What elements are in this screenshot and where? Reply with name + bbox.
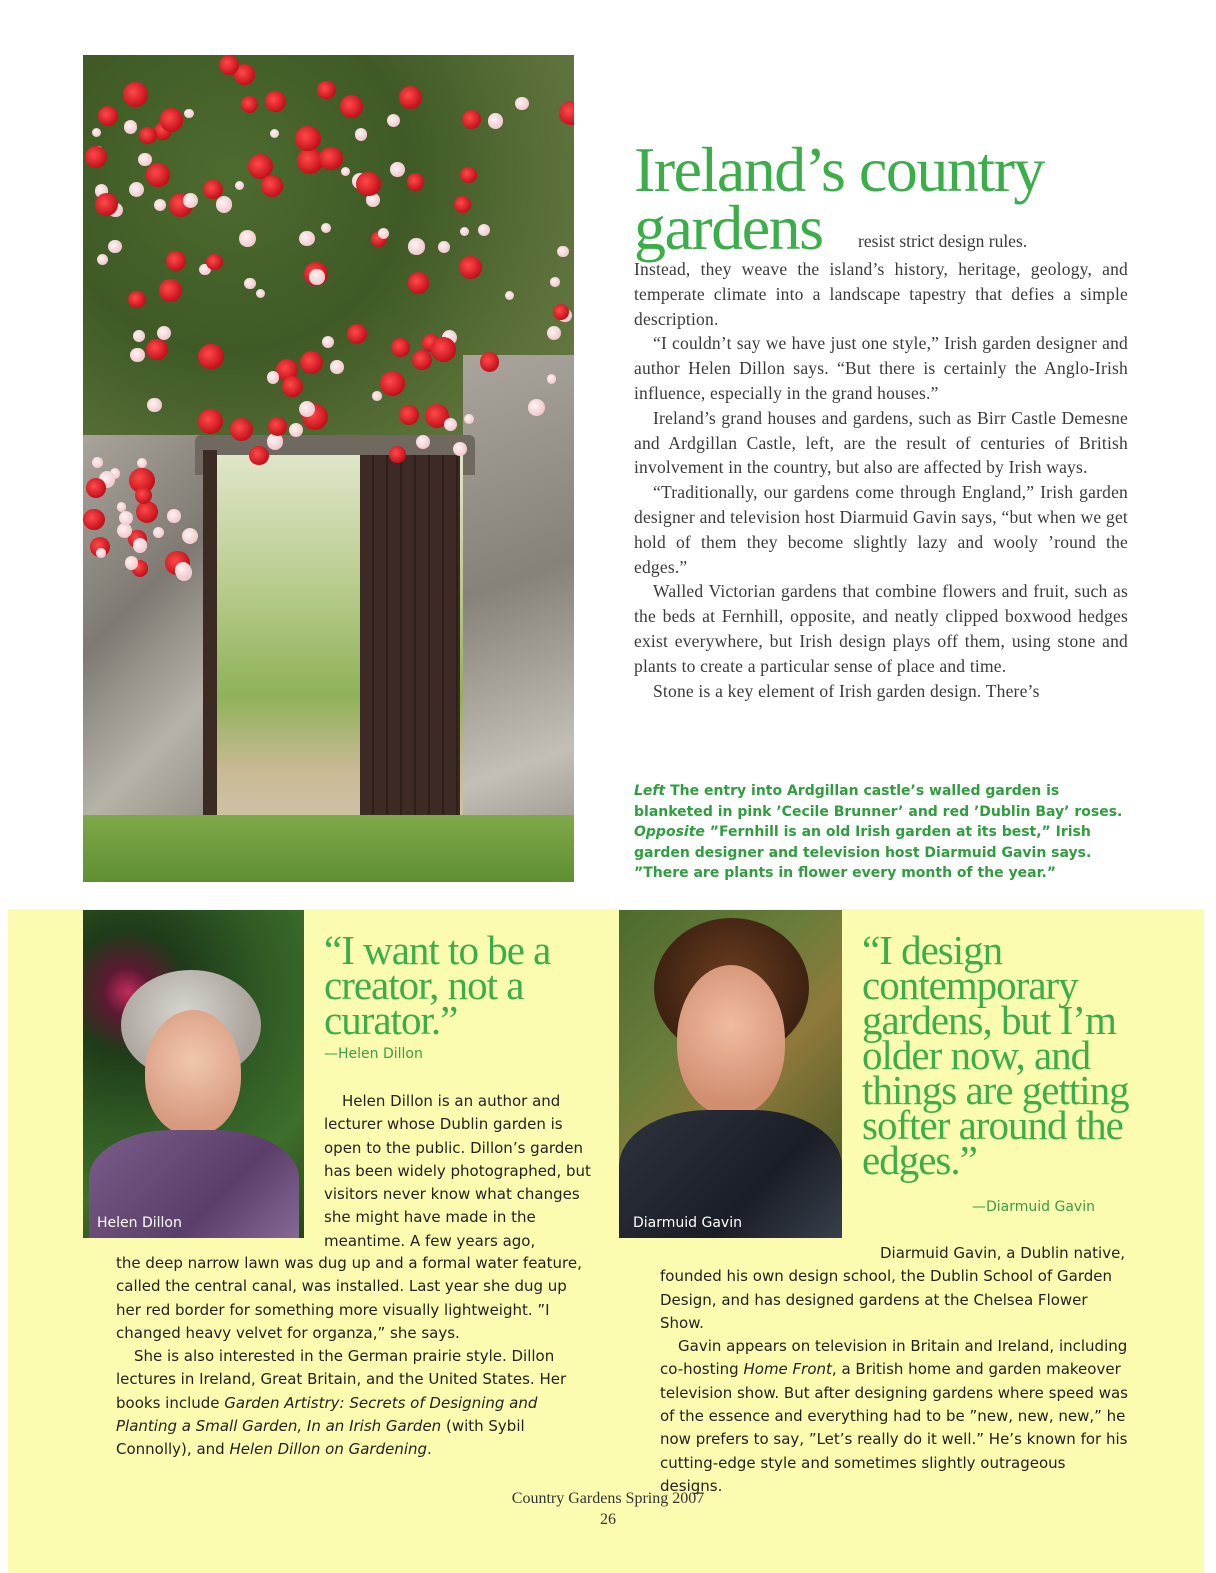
article-body <box>634 257 1128 703</box>
red-rose <box>146 163 169 186</box>
pink-rose <box>216 196 233 213</box>
pink-rose <box>341 167 350 176</box>
dillon-bio-intro <box>324 1090 594 1253</box>
pink-rose <box>557 246 568 257</box>
face <box>677 965 785 1115</box>
red-rose <box>300 351 324 375</box>
pink-rose <box>167 509 180 522</box>
door-frame <box>203 450 217 830</box>
pull-quote-dillon: “I want to be a creator, not a curator.” <box>324 927 551 1043</box>
dillon-book-title-2: Helen Dillon on Gardening <box>229 1440 428 1459</box>
page-number: 26 <box>600 1511 616 1528</box>
photo-caption <box>634 781 1134 884</box>
pink-rose <box>235 181 244 190</box>
pink-rose <box>133 538 148 553</box>
quote-attribution-gavin: —Diarmuid Gavin <box>972 1199 1095 1215</box>
pink-rose <box>117 523 132 538</box>
pink-rose <box>488 113 504 129</box>
lawn <box>83 815 574 882</box>
gavin-bio <box>660 1242 1130 1498</box>
red-rose <box>198 344 223 369</box>
red-rose <box>340 95 363 118</box>
pink-rose <box>309 269 324 284</box>
pink-rose <box>153 527 164 538</box>
dillon-bio-continued <box>116 1252 596 1462</box>
dillon-bio-p2 <box>116 1345 596 1461</box>
pink-rose <box>355 128 367 140</box>
red-rose <box>553 304 569 320</box>
intro-paragraph: Instead, they weave the island’s history, heritage, geology, and temperate climate into a landscape tapestry that defies a simple description. <box>634 259 1128 329</box>
caption-opposite-label: Opposite <box>634 824 705 840</box>
portrait-label-gavin: Diarmuid Gavin <box>633 1215 742 1231</box>
red-rose <box>261 175 283 197</box>
dillon-bio-book-mid: (with Sybil Connolly), and <box>116 1417 525 1459</box>
body-paragraph: Stone is a key element of Irish garden design. There’s <box>653 680 1040 701</box>
pink-rose <box>244 278 256 290</box>
pink-rose <box>108 240 121 253</box>
gavin-bio-p2-end: , a British home and garden makeover television show. But after designing gardens where speed was of the essence and everything had to be ”new, new, new,” he now prefers to say, ”Let’s really do it well.” He’s known for his cutting-edge style and sometimes slightly outrageous designs. <box>660 1360 1128 1495</box>
caption-opposite-text: ”Fernhill is an old Irish garden at its best,” Irish garden designer and television host Diarmuid Gavin says. ”There are plants in flower every month of the year.” <box>634 824 1092 881</box>
red-rose <box>408 272 429 293</box>
pull-quote-gavin: “I design contemporary gardens, but I’m older now, and things are getting softer around the edges.” <box>862 927 1129 1183</box>
red-rose <box>295 126 321 152</box>
red-rose <box>319 147 342 170</box>
red-rose <box>431 337 456 362</box>
article-headline-line2: gardens <box>634 192 823 263</box>
red-rose <box>399 405 419 425</box>
dillon-bio-p1-end: the deep narrow lawn was dug up and a formal water feature, called the central canal, was installed. Last year she dug up her red border for something more visually lightweight. ”I changed heavy velvet for organza,” she says. <box>116 1254 582 1342</box>
face <box>145 1010 241 1135</box>
pink-rose <box>267 433 284 450</box>
pink-rose <box>138 153 151 166</box>
pink-rose <box>321 223 331 233</box>
pink-rose <box>130 348 145 363</box>
dillon-bio-end: . <box>427 1440 432 1459</box>
gavin-bio-p2-start: Gavin appears on television in Britain and Ireland, including co-hosting <box>660 1337 1128 1379</box>
red-rose <box>98 106 118 126</box>
pink-rose <box>239 230 256 247</box>
footer-magazine-name: Country Gardens Spring 2007 <box>511 1490 705 1507</box>
red-rose <box>460 167 477 184</box>
pink-rose <box>119 511 133 525</box>
pink-rose <box>184 109 194 119</box>
pink-rose <box>92 457 103 468</box>
dillon-book-titles: Garden Artistry: Secrets of Designing and Planting a Small Garden, In an Irish Garden <box>116 1393 538 1436</box>
quote-attribution-dillon: —Helen Dillon <box>324 1046 423 1062</box>
portrait-label-dillon: Helen Dillon <box>97 1215 182 1231</box>
pink-rose <box>267 371 279 383</box>
red-rose <box>412 350 432 370</box>
red-rose <box>85 146 107 168</box>
red-rose <box>265 91 285 111</box>
gavin-bio-p1: Diarmuid Gavin, a Dublin native, founded his own design school, the Dublin School of Garden Design, and has designed gardens at the Chelsea Flower Show. <box>660 1244 1126 1332</box>
red-rose <box>166 251 186 271</box>
dillon-bio-p1-start: Helen Dillon is an author and lecturer whose Dublin garden is open to the public. Dillon’s garden has been widely photographed, but visitors never know what changes she might have made in the meantime. A few years ago, <box>324 1092 591 1250</box>
red-rose <box>389 446 406 463</box>
pink-rose <box>453 442 467 456</box>
pink-rose <box>182 528 198 544</box>
stone-wall-right <box>463 355 574 855</box>
gavin-bio-p2 <box>660 1335 1130 1498</box>
red-rose <box>198 409 223 434</box>
pink-rose <box>464 414 474 424</box>
pink-rose <box>515 97 528 110</box>
red-rose <box>282 376 303 397</box>
body-paragraph: “I couldn’t say we have just one style,” Irish garden designer and author Helen Dillon says. “But there is certainly the Anglo-Irish influence, especially in the grand houses.” <box>634 333 1128 403</box>
body-paragraph: “Traditionally, our gardens come through England,” Irish garden designer and television host Diarmuid Gavin says, “but when we get hold of them they become slightly lazy and wooly ’round the edges.” <box>634 482 1128 577</box>
red-rose <box>462 110 481 129</box>
body-paragraph: Walled Victorian gardens that combine flowers and fruit, such as the beds at Fernhill, opposite, and neatly clipped boxwood hedges exist everywhere, but Irish design plays off them, using stone and plants to create a particular sense of place and time. <box>634 581 1128 676</box>
pink-rose <box>550 277 560 287</box>
pink-rose <box>528 399 545 416</box>
red-rose <box>160 108 183 131</box>
pink-rose <box>438 241 450 253</box>
red-rose <box>203 180 223 200</box>
intro-lead-text: resist strict design rules. <box>858 231 1028 251</box>
article-headline-line1: Ireland’s country <box>634 134 1044 205</box>
hero-photo-walled-garden-door <box>83 55 574 882</box>
pink-rose <box>330 360 343 373</box>
wooden-door <box>360 455 460 825</box>
red-rose <box>159 279 182 302</box>
pink-rose <box>390 162 405 177</box>
red-rose <box>139 127 156 144</box>
diarmuid-gavin-portrait <box>619 910 842 1238</box>
pink-rose <box>378 228 389 239</box>
pink-rose <box>96 548 106 558</box>
gavin-show-title: Home Front <box>743 1360 832 1379</box>
red-rose <box>123 82 148 107</box>
red-rose <box>356 172 381 197</box>
body-paragraph: Ireland’s grand houses and gardens, such as Birr Castle Demesne and Ardgillan Castle, left, are the result of centuries of British involvement in the country, but also are affected by Irish ways. <box>634 407 1128 478</box>
pink-rose <box>147 398 162 413</box>
red-rose <box>206 254 223 271</box>
pink-rose <box>387 114 400 127</box>
pink-rose <box>124 120 138 134</box>
dillon-bio-p2-start: She is also interested in the German prairie style. Dillon lectures in Ireland, Great Britain, and the United States. Her books include <box>116 1347 567 1412</box>
pink-rose <box>133 330 145 342</box>
red-rose <box>136 501 158 523</box>
pink-rose <box>408 238 424 254</box>
pink-rose <box>92 128 101 137</box>
pink-rose <box>270 129 279 138</box>
helen-dillon-portrait <box>83 910 304 1238</box>
red-rose <box>241 96 258 113</box>
red-rose <box>407 173 425 191</box>
caption-left-text: The entry into Ardgillan castle’s walled garden is blanketed in pink ’Cecile Brunner’ and red ’Dublin Bay’ roses. <box>634 783 1123 820</box>
pink-rose <box>372 391 382 401</box>
red-rose <box>83 509 105 531</box>
red-rose <box>86 478 106 498</box>
pink-rose <box>175 562 192 579</box>
caption-left-label: Left <box>634 783 666 799</box>
